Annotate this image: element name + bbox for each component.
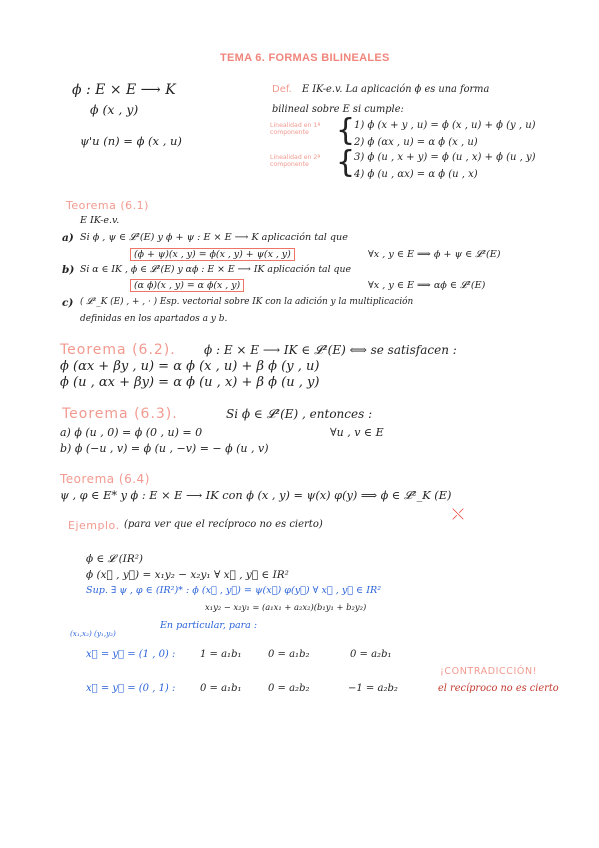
definition-line-2: bilineal sobre E si cumple: xyxy=(272,104,404,115)
linearity-note-1: Linealidad en 1ª componente xyxy=(270,122,321,136)
theorem-6-1-a-label: a) xyxy=(62,232,74,244)
theorem-6-1-a-box: (ϕ + ψ)(x , y) = ϕ(x , y) + ψ(x , y) xyxy=(130,248,295,261)
example-heading: Ejemplo. xyxy=(68,519,120,532)
map-argument: ϕ (x , y) xyxy=(90,102,139,117)
theorem-6-1-a-tail: ∀x , y ∈ E ⟹ ϕ + ψ ∈ 𝓛²(E) xyxy=(368,249,501,260)
theorem-6-1-c-label: c) xyxy=(62,297,74,309)
theorem-6-2-line-2: ϕ (u , αx + βy) = α ϕ (u , x) + β ϕ (u , y) xyxy=(60,375,320,390)
theorem-6-3-a: a) ϕ (u , 0) = ϕ (0 , u) = 0 xyxy=(60,426,203,439)
example-row-2-eq-3: −1 = a₂b₂ xyxy=(348,683,398,694)
theorem-6-1-b-text: Si α ∈ IK , ϕ ∈ 𝓛²(E) y αϕ : E × E ⟶ IK aplicación tal que xyxy=(80,264,351,275)
theorem-6-1-heading: Teorema (6.1) xyxy=(66,199,149,212)
theorem-6-1-c-text-2: definidas en los apartados a y b. xyxy=(80,314,228,324)
example-line-2: ϕ (x⃗ , y⃗) = x₁y₂ − x₂y₁ ∀ x⃗ , y⃗ ∈ IR² xyxy=(86,569,289,581)
brace-2: { xyxy=(336,145,356,180)
example-line-1: ϕ ∈ 𝓛 (IR²) xyxy=(86,553,144,565)
theorem-6-1-b-tail: ∀x , y ∈ E ⟹ αϕ ∈ 𝓛²(E) xyxy=(368,280,486,291)
theorem-6-2-line-1: ϕ (αx + βy , u) = α ϕ (x , u) + β ϕ (y , u) xyxy=(60,359,320,374)
example-row-2-eq-1: 0 = a₁b₁ xyxy=(200,683,242,694)
theorem-6-2-statement: ϕ : E × E ⟶ IK ∈ 𝓛²(E) ⟺ se satisfacen : xyxy=(204,343,457,357)
example-sup: Sup. ∃ ψ , φ ∈ (IR²)* : ϕ (x⃗ , y⃗) = ψ(x⃗) φ(y⃗) ∀ x⃗ , y⃗ ∈ IR² xyxy=(86,585,382,596)
brace-1: { xyxy=(336,113,356,148)
theorem-6-1-space: E IK-e.v. xyxy=(80,215,120,226)
example-vars: (x₁,x₂) (y₁,y₂) xyxy=(70,629,116,638)
example-row-1-eq-1: 1 = a₁b₁ xyxy=(200,649,242,660)
example-sup-2: x₁y₂ − x₂y₁ = (a₁x₁ + a₂x₂)(b₁y₁ + b₂y₂) xyxy=(205,602,367,612)
page-title: TEMA 6. FORMAS BILINEALES xyxy=(220,52,390,64)
cross-out-mark: ⤬ xyxy=(452,505,465,523)
definition-label: Def. xyxy=(272,84,292,95)
contradiction-note: ¡CONTRADICCIÓN! xyxy=(440,666,538,677)
condition-3: 3) ϕ (u , x + y) = ϕ (u , x) + ϕ (u , y) xyxy=(354,152,536,163)
condition-4: 4) ϕ (u , αx) = α ϕ (u , x) xyxy=(354,169,478,180)
example-row-1-eq-2: 0 = a₁b₂ xyxy=(268,649,310,660)
theorem-6-4-heading: Teorema (6.4) xyxy=(60,472,150,486)
linearity-note-2: Linealidad en 2ª componente xyxy=(270,154,321,168)
example-particular: En particular, para : xyxy=(160,620,258,631)
theorem-6-3-a-tail: ∀u , v ∈ E xyxy=(330,426,384,439)
example-note: (para ver que el recíproco no es cierto) xyxy=(124,519,323,530)
theorem-6-1-c-text: ( 𝓛²_K (E) , + , · ) Esp. vectorial sobre IK con la adición y la multiplicación xyxy=(80,297,414,307)
theorem-6-3-statement: Si ϕ ∈ 𝓛²(E) , entonces : xyxy=(226,407,373,421)
example-row-1-eq-3: 0 = a₂b₁ xyxy=(350,649,392,660)
condition-2: 2) ϕ (αx , u) = α ϕ (x , u) xyxy=(354,137,478,148)
theorem-6-3-b: b) ϕ (−u , v) = ϕ (u , −v) = − ϕ (u , v) xyxy=(60,442,269,455)
conclusion-note: el recíproco no es cierto xyxy=(438,683,559,694)
theorem-6-1-b-label: b) xyxy=(62,264,75,276)
condition-1: 1) ϕ (x + y , u) = ϕ (x , u) + ϕ (y , u) xyxy=(354,120,536,131)
psi-line: ψ'u (n) = ϕ (x , u) xyxy=(80,134,182,148)
example-row-2-eq-2: 0 = a₂b₂ xyxy=(268,683,310,694)
map-definition: ϕ : E × E ⟶ K xyxy=(72,82,176,98)
example-row-2-vector: x⃗ = y⃗ = (0 , 1) : xyxy=(86,683,176,694)
theorem-6-3-heading: Teorema (6.3). xyxy=(62,406,178,422)
theorem-6-2-heading: Teorema (6.2). xyxy=(60,342,176,358)
theorem-6-1-a-text: Si ϕ , ψ ∈ 𝓛²(E) y ϕ + ψ : E × E ⟶ K aplicación tal que xyxy=(80,232,348,243)
theorem-6-1-b-box: (α ϕ)(x , y) = α ϕ(x , y) xyxy=(130,279,244,292)
example-row-1-vector: x⃗ = y⃗ = (1 , 0) : xyxy=(86,649,176,660)
theorem-6-4-statement: ψ , φ ∈ E* y ϕ : E × E ⟶ IK con ϕ (x , y) = ψ(x) φ(y) ⟹ ϕ ∈ 𝓛²_K (E) xyxy=(60,489,452,502)
definition-line-1: E IK-e.v. La aplicación ϕ es una forma xyxy=(302,84,490,95)
